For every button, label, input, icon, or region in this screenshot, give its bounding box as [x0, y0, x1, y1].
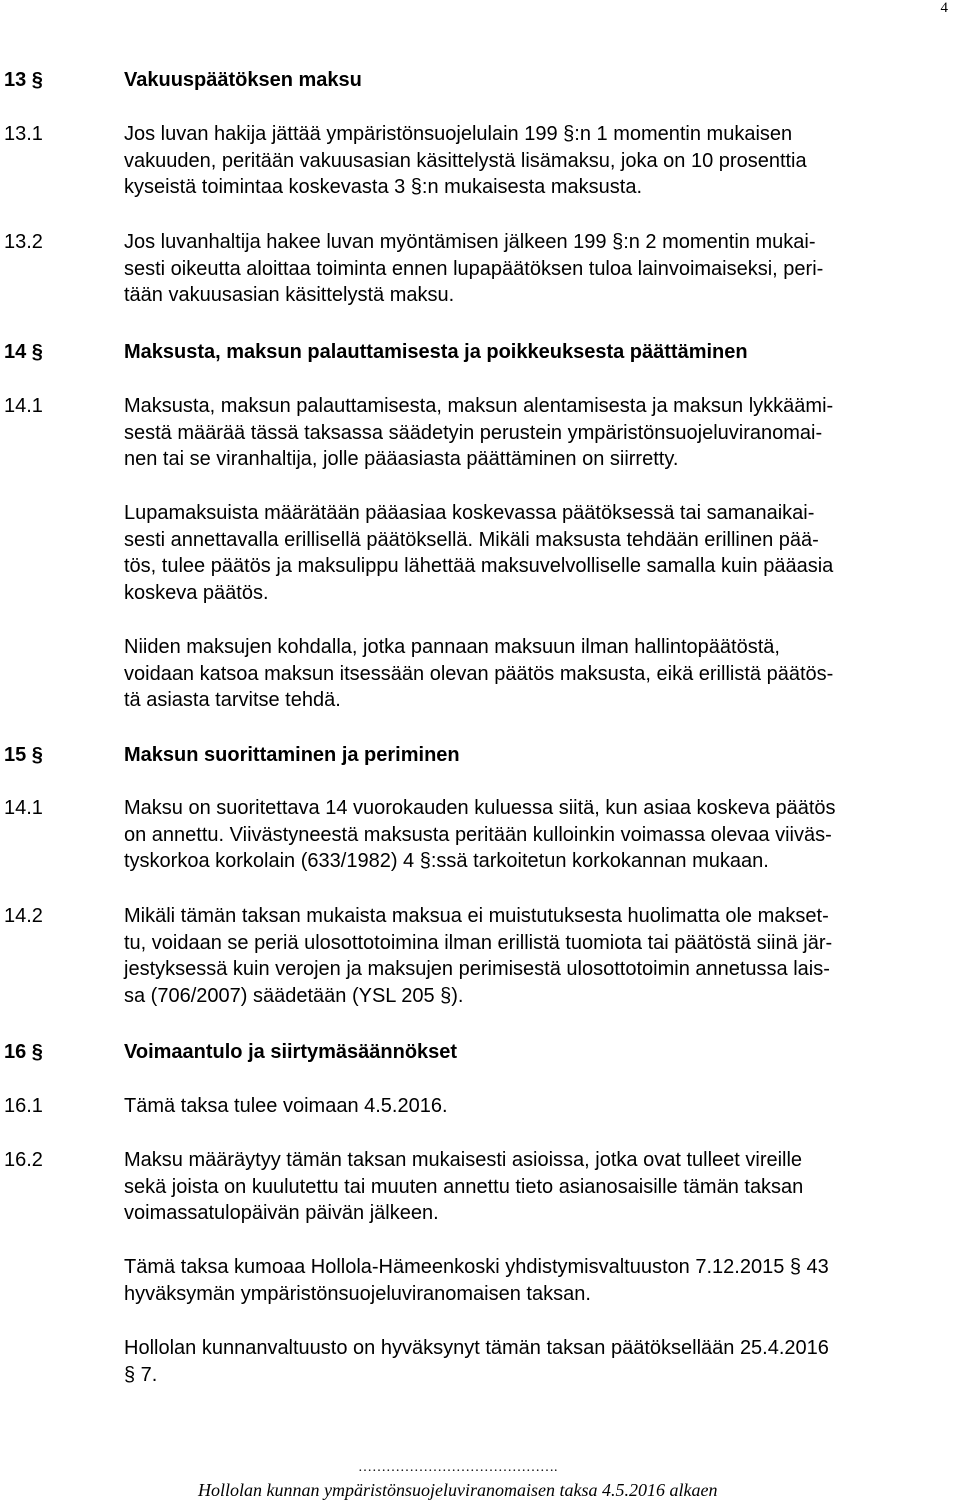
section-title: Vakuuspäätöksen maksu [124, 69, 362, 91]
section-number: 13 § [4, 69, 43, 91]
footer-text: Hollolan kunnan ympäristönsuojeluviranomaisen taksa 4.5.2016 alkaen [198, 1480, 718, 1500]
section-title: Maksun suorittaminen ja periminen [124, 744, 460, 766]
section-number: 15 § [4, 744, 43, 766]
footer-dots: ……………………………………. [358, 1460, 558, 1475]
paragraph-number: 14.1 [4, 395, 43, 417]
section-number: 16 § [4, 1041, 43, 1063]
paragraph-number: 14.1 [4, 797, 43, 819]
paragraph-number: 13.1 [4, 123, 43, 145]
paragraph-number: 16.1 [4, 1095, 43, 1117]
paragraph-text: Mikäli tämän taksan mukaista maksua ei muistutuksesta huolimatta ole makset- tu, voidaan se periä ulosottotoimina ilman erillistä tuomiota tai päätöstä siinä jär- jestyksessä kuin verojen ja maksujen perimisestä ulosottotoimin annetussa lais- sa (706/2007) säädetään (YSL 205 §). [124, 905, 833, 1007]
page-number: 4 [940, 0, 948, 16]
paragraph-text: Maksusta, maksun palauttamisesta, maksun alentamisesta ja maksun lykkäämi- sestä määrää tässä taksassa säädetyin perustein ympäristönsuojeluviranomai- nen tai se viranhaltija, jolle pääasiasta päättäminen on siirretty. [124, 395, 834, 471]
paragraph-number: 13.2 [4, 231, 43, 253]
paragraph-text: Jos luvanhaltija hakee luvan myöntämisen jälkeen 199 §:n 2 momentin mukai- sesti oikeutta aloittaa toiminta ennen lupapäätöksen tuloa lainvoimaiseksi, peri- tään vakuusasian käsittelystä maksu. [124, 231, 824, 307]
paragraph-text: Tämä taksa kumoaa Hollola-Hämeenkoski yhdistymisvaltuuston 7.12.2015 § 43 hyväksymän ympäristönsuojeluviranomaisen taksan. [124, 1256, 829, 1305]
paragraph-text: Jos luvan hakija jättää ympäristönsuojelulain 199 §:n 1 momentin mukaisen vakuuden, peritään vakuusasian käsittelystä lisämaksu, joka on 10 prosenttia kyseistä toimintaa koskevasta 3 §:n mukaisesta maksusta. [124, 123, 807, 199]
section-title: Voimaantulo ja siirtymäsäännökset [124, 1041, 458, 1063]
paragraph-text: Maksu määräytyy tämän taksan mukaisesti asioissa, jotka ovat tulleet vireille sekä joista on kuulutettu tai muuten annettu tieto asianosaisille tämän taksan voimassatulopäivän päivän jälkeen. [124, 1149, 804, 1225]
paragraph-text: Niiden maksujen kohdalla, jotka pannaan maksuun ilman hallintopäätöstä, voidaan katsoa maksun itsessään olevan päätös maksusta, eikä erillistä päätös- tä asiasta tarvitse tehdä. [124, 636, 834, 712]
paragraph-text: Maksu on suoritettava 14 vuorokauden kuluessa siitä, kun asiaa koskeva päätös on annettu. Viivästyneestä maksusta peritään kulloinkin voimassa olevaa viiväs- tyskorkoa korkolain (633/1982) 4 §:ssä tarkoitetun korkokannan mukaan. [124, 797, 836, 873]
paragraph-text: Lupamaksuista määrätään pääasiaa koskevassa päätöksessä tai samanaikai- sesti annettavalla erillisellä päätöksellä. Mikäli maksusta tehdään erillinen pää- tös, tulee päätös ja maksulippu lähettää maksuvelvolliselle samalla kuin pääasia koskeva päätös. [124, 502, 834, 604]
paragraph-text: Hollolan kunnanvaltuusto on hyväksynyt tämän taksan päätöksellään 25.4.2016 § 7. [124, 1337, 829, 1386]
paragraph-number: 16.2 [4, 1149, 43, 1171]
paragraph-text: Tämä taksa tulee voimaan 4.5.2016. [124, 1095, 448, 1117]
section-title: Maksusta, maksun palauttamisesta ja poikkeuksesta päättäminen [124, 341, 748, 363]
paragraph-number: 14.2 [4, 905, 43, 927]
section-number: 14 § [4, 341, 43, 363]
